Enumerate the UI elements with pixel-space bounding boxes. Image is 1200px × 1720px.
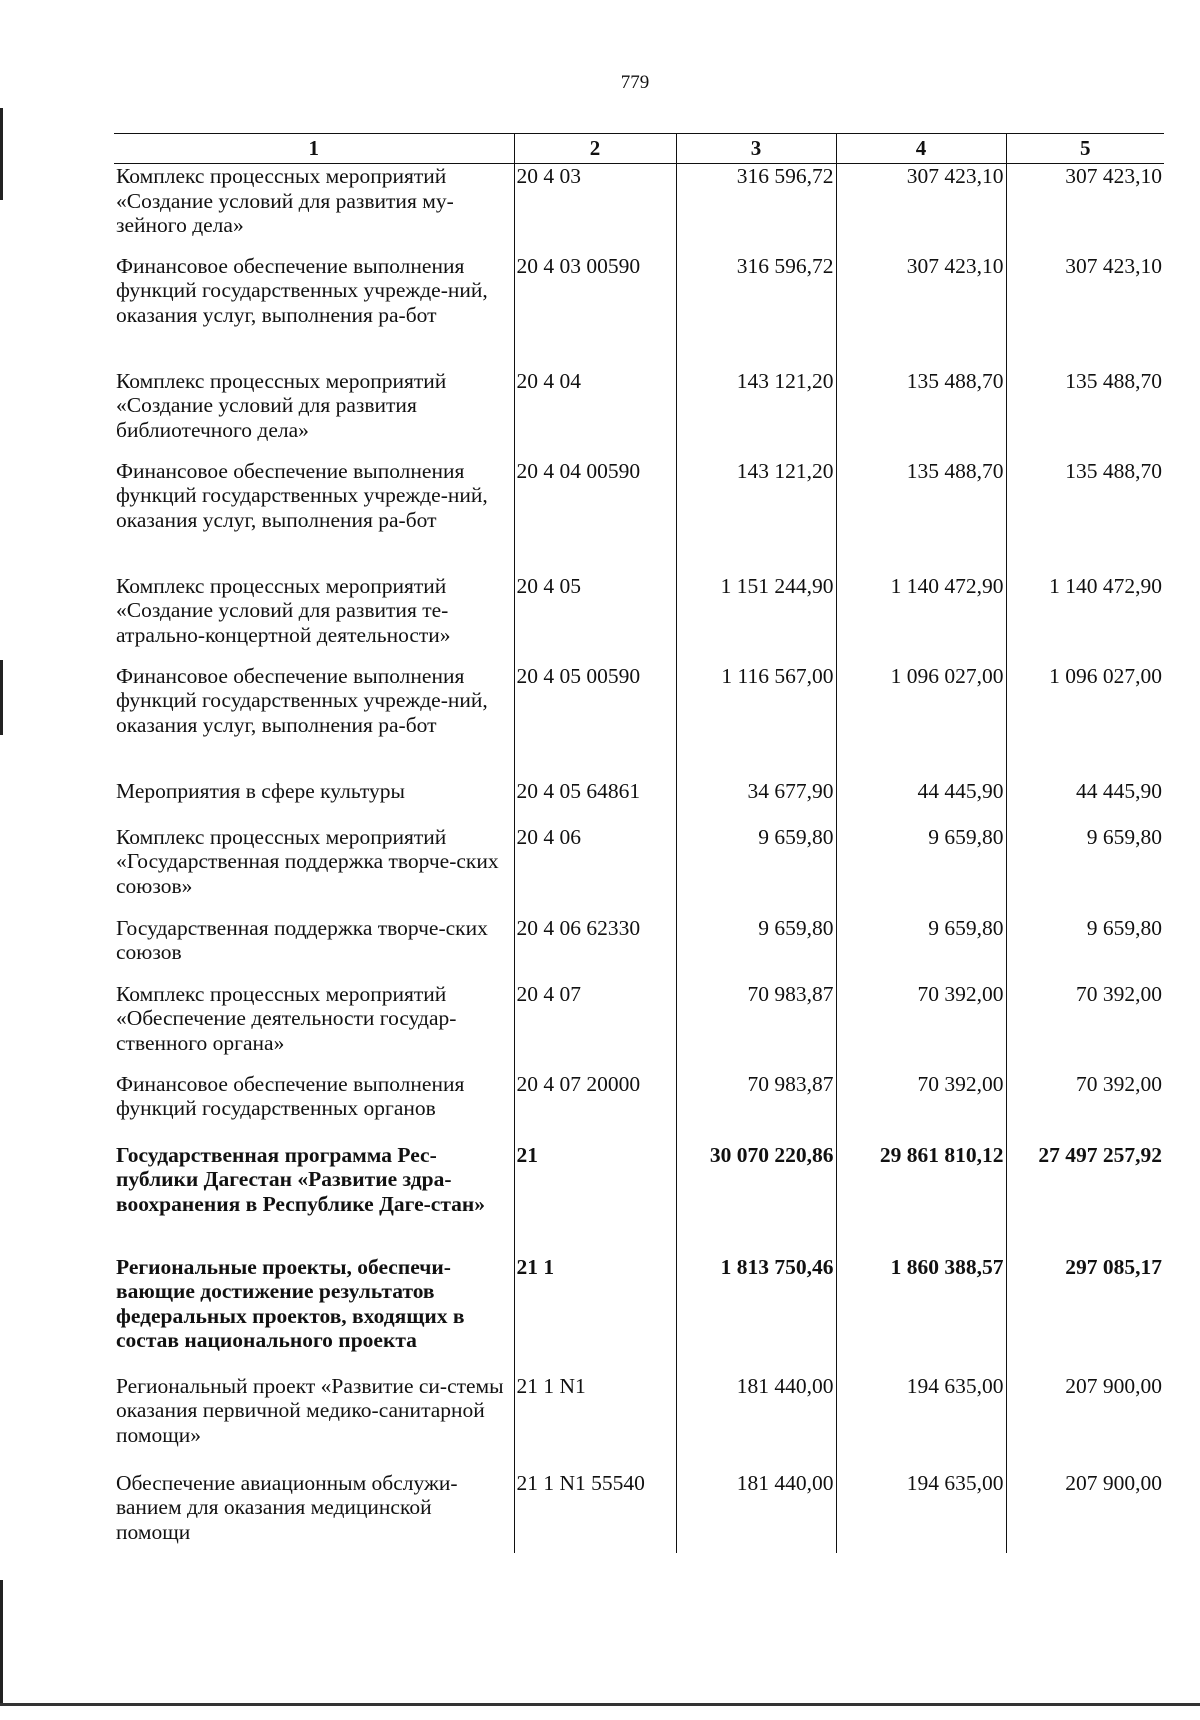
row-value-col4: 194 635,00 (836, 1374, 1006, 1471)
row-code-cell: 20 4 06 62330 (514, 916, 676, 982)
row-value-col5: 1 096 027,00 (1006, 664, 1164, 779)
row-value-col5: 27 497 257,92 (1006, 1143, 1164, 1255)
table-row (114, 779, 1164, 825)
row-value-col3: 181 440,00 (676, 1374, 836, 1471)
budget-table (114, 133, 1164, 1553)
row-value-col4: 135 488,70 (836, 459, 1006, 574)
column-header-1: 1 (114, 134, 514, 164)
row-value-col4: 194 635,00 (836, 1471, 1006, 1553)
row-value-col4: 9 659,80 (836, 916, 1006, 982)
row-name-cell: Мероприятия в сфере культуры (116, 778, 405, 803)
row-name-cell: Региональный проект «Развитие си-стемы оказания первичной медико-санитарной помощи» (116, 1373, 504, 1447)
table-row (114, 664, 1164, 779)
row-value-col3: 1 813 750,46 (676, 1255, 836, 1374)
row-value-col3: 70 983,87 (676, 982, 836, 1072)
row-value-col5: 207 900,00 (1006, 1374, 1164, 1471)
row-value-col5: 207 900,00 (1006, 1471, 1164, 1553)
row-code-cell: 21 1 N1 55540 (514, 1471, 676, 1553)
row-value-col4: 307 423,10 (836, 164, 1006, 254)
page-number: 779 (620, 72, 650, 93)
row-value-col3: 181 440,00 (676, 1471, 836, 1553)
row-code-cell: 20 4 06 (514, 825, 676, 916)
row-value-col4: 135 488,70 (836, 369, 1006, 459)
row-value-col3: 143 121,20 (676, 369, 836, 459)
table-row (114, 459, 1164, 574)
scan-edge-line-top (0, 108, 3, 200)
row-name-cell: Комплекс процессных мероприятий «Создание условий для развития му-зейного дела» (116, 164, 454, 237)
row-name-cell: Государственная поддержка творче-ских союзов (116, 915, 488, 964)
row-value-col5: 297 085,17 (1006, 1255, 1164, 1374)
row-name-cell: Комплекс процессных мероприятий «Создание условий для развития те-атрально-концертной деятельности» (116, 573, 451, 647)
table-row (114, 1143, 1164, 1255)
row-value-col3: 316 596,72 (676, 254, 836, 369)
row-value-col4: 307 423,10 (836, 254, 1006, 369)
row-name-cell: Региональные проекты, обеспечи-вающие достижение результатов федеральных проектов, входящих в состав национального проекта (116, 1254, 465, 1352)
row-code-cell: 21 1 N1 (514, 1374, 676, 1471)
row-name-cell: Государственная программа Рес-публики Дагестан «Развитие здра-воохранения в Республике Даге-стан» (116, 1142, 486, 1216)
row-code-cell: 20 4 04 (514, 369, 676, 459)
row-name-cell: Финансовое обеспечение выполнения функций государственных учрежде-ний, оказания услуг, выполнения ра-бот (116, 253, 488, 327)
row-value-col5: 135 488,70 (1006, 459, 1164, 574)
row-name-cell: Финансовое обеспечение выполнения функций государственных учрежде-ний, оказания услуг, выполнения ра-бот (116, 458, 488, 532)
row-value-col3: 143 121,20 (676, 459, 836, 574)
row-value-col3: 1 151 244,90 (676, 574, 836, 664)
row-name-cell: Финансовое обеспечение выполнения функций государственных учрежде-ний, оказания услуг, выполнения ра-бот (116, 663, 488, 737)
row-code-cell: 20 4 05 00590 (514, 664, 676, 779)
table-header-row (114, 134, 1164, 164)
column-header-5: 5 (1006, 134, 1164, 164)
column-header-2: 2 (514, 134, 676, 164)
row-value-col3: 70 983,87 (676, 1072, 836, 1143)
table-row (114, 982, 1164, 1072)
row-code-cell: 20 4 07 20000 (514, 1072, 676, 1143)
row-code-cell: 20 4 05 64861 (514, 779, 676, 825)
table-row (114, 1072, 1164, 1143)
row-value-col5: 1 140 472,90 (1006, 574, 1164, 664)
row-name-cell: Комплекс процессных мероприятий «Обеспечение деятельности государ-ственного органа» (116, 981, 457, 1055)
table-row (114, 574, 1164, 664)
row-code-cell: 21 1 (514, 1255, 676, 1374)
row-name-cell: Обеспечение авиационным обслужи-ванием для оказания медицинской помощи (116, 1470, 458, 1544)
row-value-col5: 307 423,10 (1006, 254, 1164, 369)
row-value-col4: 9 659,80 (836, 825, 1006, 916)
row-value-col4: 29 861 810,12 (836, 1143, 1006, 1255)
table-row (114, 1255, 1164, 1374)
row-value-col5: 9 659,80 (1006, 825, 1164, 916)
table-row (114, 369, 1164, 459)
column-header-4: 4 (836, 134, 1006, 164)
scan-bottom-line (0, 1703, 1200, 1706)
table-row (114, 1374, 1164, 1471)
row-value-col5: 307 423,10 (1006, 164, 1164, 254)
row-code-cell: 20 4 05 (514, 574, 676, 664)
table-row (114, 825, 1164, 916)
row-value-col5: 70 392,00 (1006, 1072, 1164, 1143)
row-value-col4: 44 445,90 (836, 779, 1006, 825)
row-code-cell: 21 (514, 1143, 676, 1255)
table-row (114, 254, 1164, 369)
row-code-cell: 20 4 03 (514, 164, 676, 254)
row-value-col5: 70 392,00 (1006, 982, 1164, 1072)
table-row (114, 164, 1164, 254)
row-code-cell: 20 4 04 00590 (514, 459, 676, 574)
row-code-cell: 20 4 03 00590 (514, 254, 676, 369)
row-value-col5: 9 659,80 (1006, 916, 1164, 982)
row-value-col4: 1 096 027,00 (836, 664, 1006, 779)
row-value-col4: 70 392,00 (836, 1072, 1006, 1143)
row-value-col3: 9 659,80 (676, 916, 836, 982)
row-value-col3: 316 596,72 (676, 164, 836, 254)
row-value-col5: 44 445,90 (1006, 779, 1164, 825)
row-value-col3: 30 070 220,86 (676, 1143, 836, 1255)
row-name-cell: Комплекс процессных мероприятий «Государственная поддержка творче-ских союзов» (116, 824, 499, 898)
row-name-cell: Финансовое обеспечение выполнения функций государственных органов (116, 1071, 465, 1120)
row-value-col3: 1 116 567,00 (676, 664, 836, 779)
row-value-col5: 135 488,70 (1006, 369, 1164, 459)
row-name-cell: Комплекс процессных мероприятий «Создание условий для развития библиотечного дела» (116, 368, 447, 442)
row-value-col4: 1 140 472,90 (836, 574, 1006, 664)
table-body (114, 164, 1164, 1553)
row-value-col3: 34 677,90 (676, 779, 836, 825)
scan-edge-line-middle (0, 660, 3, 735)
table-row (114, 1471, 1164, 1553)
row-value-col4: 70 392,00 (836, 982, 1006, 1072)
row-value-col3: 9 659,80 (676, 825, 836, 916)
row-code-cell: 20 4 07 (514, 982, 676, 1072)
row-value-col4: 1 860 388,57 (836, 1255, 1006, 1374)
column-header-3: 3 (676, 134, 836, 164)
scan-edge-line-bottom (0, 1580, 3, 1706)
table-row (114, 916, 1164, 982)
